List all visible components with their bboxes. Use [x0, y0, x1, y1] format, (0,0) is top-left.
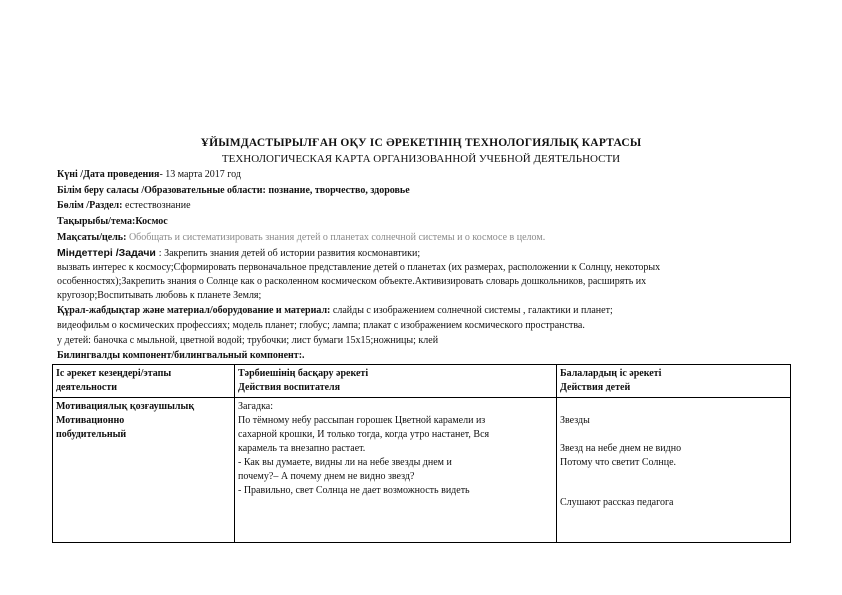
- teacher-line: почему?– А почему днем не видно звезд?: [238, 471, 415, 482]
- date-value: - 13 марта 2017 год: [159, 169, 241, 180]
- header-stage: Іс әрекет кезеңдері/этапы деятельности: [53, 365, 235, 398]
- goal-line: [57, 232, 545, 243]
- equipment-text-1: слайды с изображением солнечной системы , галактики и планет;: [330, 305, 613, 316]
- topic-label: Тақырыбы/тема:: [57, 216, 136, 227]
- children-answer-1: Звезды: [560, 415, 590, 426]
- table-row: [53, 398, 791, 543]
- date-label: Күні /Дата проведения: [57, 169, 160, 180]
- stage-line: Мотивационно: [56, 415, 125, 426]
- topic-line: [57, 216, 168, 227]
- goal-value: Обобщать и систематизировать знания детей о планетах солнечной системы и о космосе в целом.: [126, 232, 546, 243]
- stage-cell: [53, 398, 235, 543]
- topic-value: Космос: [135, 216, 168, 227]
- children-cell: [557, 398, 791, 543]
- tasks-line-2: вызвать интерес к космосу;Сформировать первоначальное представление детей о планетах (их размерах, расположении к Солнцу, некоторых: [57, 262, 661, 273]
- tasks-label: Міндеттері /Задачи: [57, 247, 159, 259]
- section-value: естествознание: [122, 200, 191, 211]
- document-title-kz: ҰЙЫМДАСТЫРЫЛҒАН ОҚУ ІС ӘРЕКЕТІНІҢ ТЕХНОЛОГИЯЛЫҚ КАРТАСЫ: [200, 137, 642, 149]
- stage-line: Мотивациялық қозғаушылық: [56, 401, 195, 412]
- tasks-text-1: : Закрепить знания детей об истории развития космонавтики;: [158, 248, 421, 259]
- teacher-line: Загадка:: [238, 401, 273, 412]
- tasks-line-3: особенностях);Закрепить знания о Солнце как о расколенном космическом объекте.Активизировать словарь дошкольников, расширять их: [57, 276, 647, 287]
- activity-table: [52, 364, 791, 543]
- area-label: Білім беру саласы /Образовательные области:: [57, 185, 266, 196]
- document-title-ru: ТЕХНОЛОГИЧЕСКАЯ КАРТА ОРГАНИЗОВАННОЙ УЧЕБНОЙ ДЕЯТЕЛЬНОСТИ: [221, 153, 621, 165]
- teacher-line: - Как вы думаете, видны ли на небе звезды днем и: [238, 457, 452, 468]
- equipment-line-1: [57, 305, 613, 316]
- equipment-label: Құрал-жабдықтар және материал/оборудование и материал:: [57, 305, 331, 316]
- teacher-line: По тёмному небу рассыпан горошек Цветной карамели из: [238, 415, 486, 426]
- goal-label: Мақсаты/цель:: [57, 232, 127, 243]
- section-label: Бөлім /Раздел:: [57, 200, 123, 211]
- stage-line: побудительный: [56, 429, 127, 440]
- teacher-line: карамель та внезапно растает.: [238, 443, 366, 454]
- date-line: [57, 169, 241, 180]
- tasks-line-4: кругозор;Воспитывать любовь к планете Земля;: [57, 290, 262, 301]
- children-answer-2: Звезд на небе днем не видно: [560, 443, 682, 454]
- header-children: Балалардың іс әрекеті Действия детей: [557, 365, 791, 398]
- teacher-line: - Правильно, свет Солнца не дает возможность видеть: [238, 485, 470, 496]
- area-value: познание, творчество, здоровье: [265, 185, 410, 196]
- teacher-line: сахарной крошки, И только тогда, когда утро настанет, Вся: [238, 429, 490, 440]
- table-header-row: [53, 365, 791, 398]
- children-answer-4: Слушают рассказ педагога: [560, 497, 674, 508]
- equipment-line-3: у детей: баночка с мыльной, цветной водой; трубочки; лист бумаги 15х15;ножницы; клей: [57, 335, 439, 346]
- area-line: [57, 185, 410, 196]
- tasks-line-1: [57, 247, 420, 259]
- equipment-line-2: видеофильм о космических профессиях; модель планет; глобус; лампа; плакат с изображением космического пространства.: [57, 320, 585, 331]
- section-line: [57, 200, 191, 211]
- teacher-cell: [235, 398, 557, 543]
- bilingual-label: Билингвалды компонент/билингвальный компонент:.: [57, 350, 305, 361]
- children-answer-3: Потому что светит Солнце.: [560, 457, 677, 468]
- header-teacher: Тәрбиешінің басқару әрекеті Действия воспитателя: [235, 365, 557, 398]
